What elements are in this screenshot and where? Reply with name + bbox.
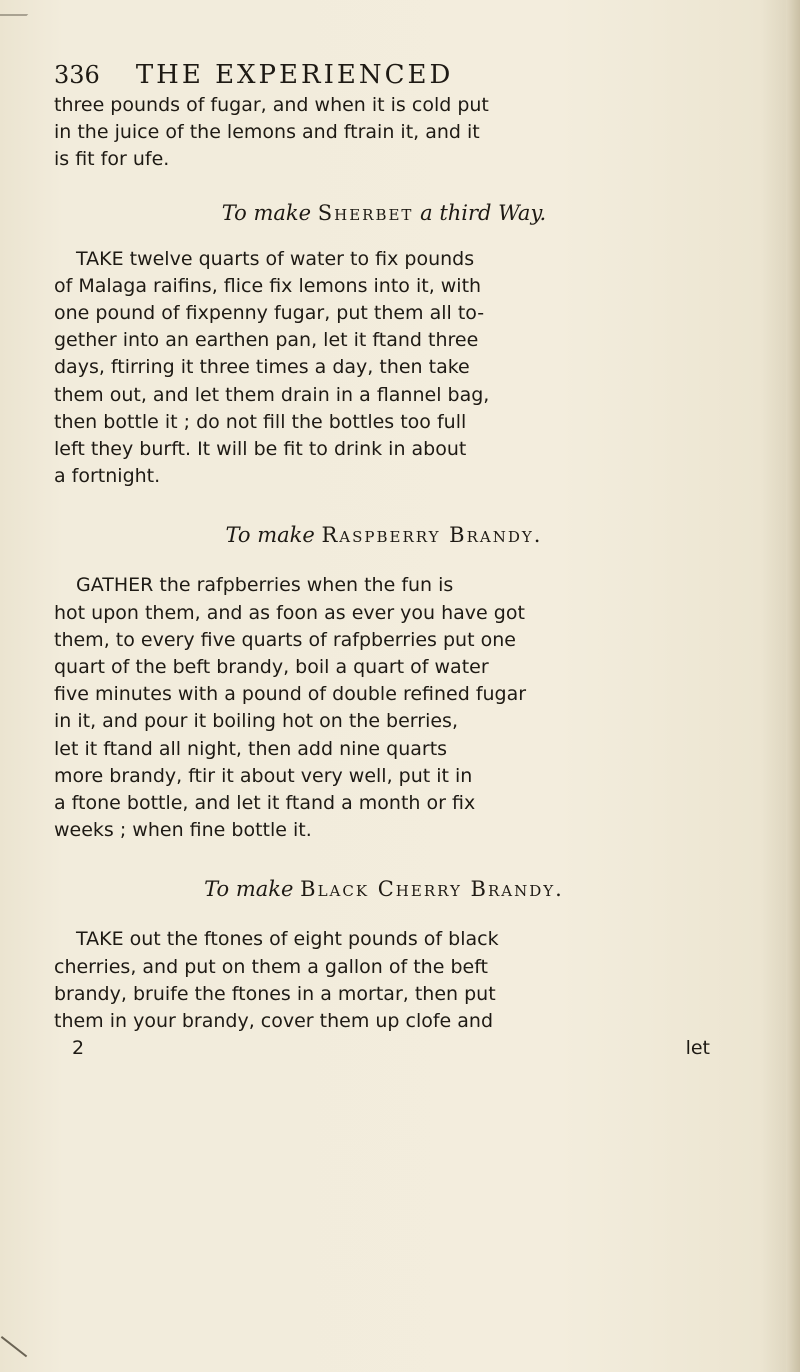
text-line: quart of the beft brandy, boil a quart of water (54, 656, 489, 679)
text-line: more brandy, ftir it about very well, put it in (54, 764, 473, 787)
text-line: let it ftand all night, then add nine quarts (54, 737, 448, 760)
recipe-heading-raspberry (54, 520, 714, 550)
corner-mark-bottom (1, 1336, 27, 1357)
text-line: in the juice of the lemons and ftrain it, and it (54, 121, 480, 144)
text-line: one pound of fixpenny fugar, put them all to- (54, 302, 485, 325)
running-head: THE EXPERIENCED (135, 60, 454, 90)
text-line: hot upon them, and as foon as ever you have got (54, 601, 525, 624)
text-line: gether into an earthen pan, let it ftand three (54, 329, 479, 352)
heading-prefix: To make (225, 523, 315, 548)
text-line: them out, and let them drain in a flannel bag, (54, 383, 490, 406)
text-line: five minutes with a pound of double refined fugar (54, 683, 527, 706)
text-block (54, 58, 714, 1062)
page-edge (786, 0, 800, 1372)
text-line: cherries, and put on them a gallon of the beft (54, 955, 489, 978)
recipe-body-cherry (54, 926, 714, 1035)
heading-title: Black Cherry Brandy. (300, 877, 564, 902)
text-line: weeks ; when fine bottle it. (54, 819, 312, 842)
page-header (54, 58, 714, 92)
text-line: them in your brandy, cover them up clofe and (54, 1010, 494, 1033)
heading-prefix: To make (204, 877, 294, 902)
text-line: in it, and pour it boiling hot on the berries, (54, 710, 458, 733)
heading-title: Sherbet (317, 200, 414, 225)
page-footer (54, 1035, 714, 1062)
text-line: GATHER the rafpberries when the fun is (76, 574, 454, 597)
recipe-heading-sherbet (54, 198, 714, 228)
text-line: brandy, bruife the ftones in a mortar, then put (54, 982, 496, 1005)
recipe-heading-cherry (54, 874, 714, 904)
catchword: let (685, 1037, 710, 1060)
text-line: then bottle it ; do not fill the bottles too full (54, 410, 467, 433)
text-line: TAKE out the ftones of eight pounds of black (76, 928, 499, 951)
signature-mark: 2 (72, 1037, 85, 1060)
recipe-body-raspberry (54, 572, 714, 844)
text-line: of Malaga raifins, flice fix lemons into it, with (54, 274, 482, 297)
heading-title: Raspberry Brandy. (321, 523, 543, 548)
text-line: three pounds of fugar, and when it is cold put (54, 94, 489, 116)
text-line: them, to every five quarts of rafpberries put one (54, 628, 516, 651)
recipe-body-sherbet (54, 246, 714, 491)
corner-mark (0, 0, 40, 16)
text-line: TAKE twelve quarts of water to fix pounds (76, 247, 475, 270)
heading-suffix: a third Way. (420, 200, 547, 225)
text-line: a fortnight. (54, 465, 161, 488)
text-line: is fit for ufe. (54, 148, 170, 171)
page-number: 336 (54, 61, 100, 89)
heading-prefix: To make (221, 200, 312, 225)
opening-paragraph (54, 92, 714, 174)
text-line: left they burft. It will be fit to drink in about (54, 438, 467, 461)
text-line: a ftone bottle, and let it ftand a month or fix (54, 792, 476, 815)
text-line: days, ftirring it three times a day, then take (54, 356, 470, 379)
